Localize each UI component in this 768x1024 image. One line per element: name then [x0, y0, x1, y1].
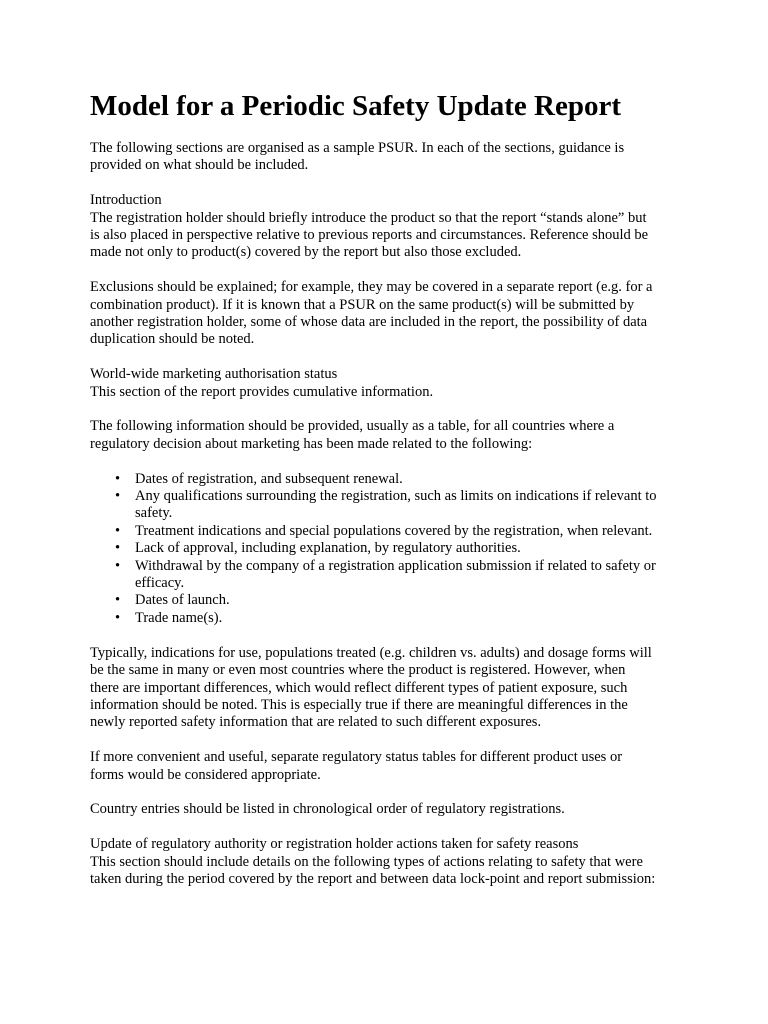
- paragraph: [90, 279, 688, 349]
- paragraph-line: If more convenient and useful, separate regulatory status tables for different product uses or: [90, 749, 623, 766]
- bullet-item: [90, 471, 688, 488]
- bullet-item: [90, 592, 688, 609]
- paragraph-line: regulatory decision about marketing has been made related to the following:: [90, 435, 533, 452]
- paragraph: [90, 836, 688, 888]
- bullet-item: [90, 523, 688, 540]
- registration-bullet-list: [90, 471, 688, 628]
- paragraph-line: This section of the report provides cumulative information.: [90, 383, 434, 400]
- bullet-text: Trade name(s).: [135, 609, 223, 626]
- paragraph: [90, 140, 688, 175]
- paragraph: [90, 366, 688, 401]
- paragraph-line: The following information should be provided, usually as a table, for all countries where a: [90, 418, 615, 435]
- bullet-dot-icon: •: [115, 470, 121, 487]
- bullet-item: [90, 488, 688, 523]
- bullet-text: Dates of registration, and subsequent renewal.: [135, 470, 403, 487]
- paragraph: [90, 749, 688, 784]
- paragraph-line: be the same in many or even most countries where the product is registered. However, when: [90, 662, 626, 679]
- paragraph-line: information should be noted. This is especially true if there are meaningful differences in the: [90, 696, 628, 713]
- paragraph-line: another registration holder, some of whose data are included in the report, the possibility of data: [90, 314, 648, 331]
- paragraph-line: made not only to product(s) covered by the report but also those excluded.: [90, 244, 522, 261]
- section-closing-paragraphs: [90, 645, 688, 889]
- paragraph-line: Exclusions should be explained; for example, they may be covered in a separate report (e.g. for a: [90, 279, 653, 296]
- bullet-text: Treatment indications and special populations covered by the registration, when relevant.: [135, 522, 653, 539]
- paragraph-line: This section should include details on the following types of actions relating to safety that were: [90, 853, 643, 870]
- paragraph: [90, 192, 688, 262]
- paragraph-line: newly reported safety information that are related to such different exposures.: [90, 714, 542, 731]
- document-title: Model for a Periodic Safety Update Report: [90, 90, 622, 122]
- bullet-text: safety.: [135, 505, 173, 522]
- bullet-text: Any qualifications surrounding the registration, such as limits on indications if relevant to: [135, 488, 657, 505]
- section-intro-paragraphs: [90, 140, 688, 453]
- paragraph-line: Typically, indications for use, populations treated (e.g. children vs. adults) and dosage forms will: [90, 644, 652, 661]
- paragraph-line: Country entries should be listed in chronological order of regulatory registrations.: [90, 801, 565, 818]
- bullet-dot-icon: •: [115, 557, 121, 574]
- paragraph-line: there are important differences, which would reflect different types of patient exposure, such: [90, 679, 628, 696]
- paragraph-line: duplication should be noted.: [90, 331, 255, 348]
- paragraph-line: Introduction: [90, 192, 162, 209]
- paragraph-line: is also placed in perspective relative to previous reports and circumstances. Reference should be: [90, 227, 649, 244]
- paragraph: [90, 801, 688, 818]
- bullet-text: Dates of launch.: [135, 592, 230, 609]
- bullet-item: [90, 558, 688, 593]
- paragraph-line: World-wide marketing authorisation status: [90, 366, 338, 383]
- bullet-dot-icon: •: [115, 488, 121, 505]
- bullet-text: efficacy.: [135, 575, 185, 592]
- bullet-item: [90, 610, 688, 627]
- bullet-text: Withdrawal by the company of a registration application submission if related to safety or: [135, 557, 656, 574]
- paragraph: [90, 645, 688, 732]
- bullet-dot-icon: •: [115, 540, 121, 557]
- paragraph: [90, 418, 688, 453]
- bullet-dot-icon: •: [115, 522, 121, 539]
- bullet-text: Lack of approval, including explanation, by regulatory authorities.: [135, 540, 521, 557]
- paragraph-line: The following sections are organised as a sample PSUR. In each of the sections, guidance is: [90, 140, 625, 156]
- bullet-item: [90, 540, 688, 557]
- paragraph-line: taken during the period covered by the report and between data lock-point and report submission:: [90, 870, 656, 887]
- paragraph-line: forms would be considered appropriate.: [90, 766, 321, 783]
- bullet-dot-icon: •: [115, 592, 121, 609]
- paragraph-line: combination product). If it is known that a PSUR on the same product(s) will be submitted by: [90, 296, 635, 313]
- paragraph-line: provided on what should be included.: [90, 157, 309, 174]
- paragraph-line: The registration holder should briefly introduce the product so that the report “stands alone” but: [90, 209, 647, 226]
- bullet-dot-icon: •: [115, 609, 121, 626]
- paragraph-line: Update of regulatory authority or registration holder actions taken for safety reasons: [90, 836, 579, 853]
